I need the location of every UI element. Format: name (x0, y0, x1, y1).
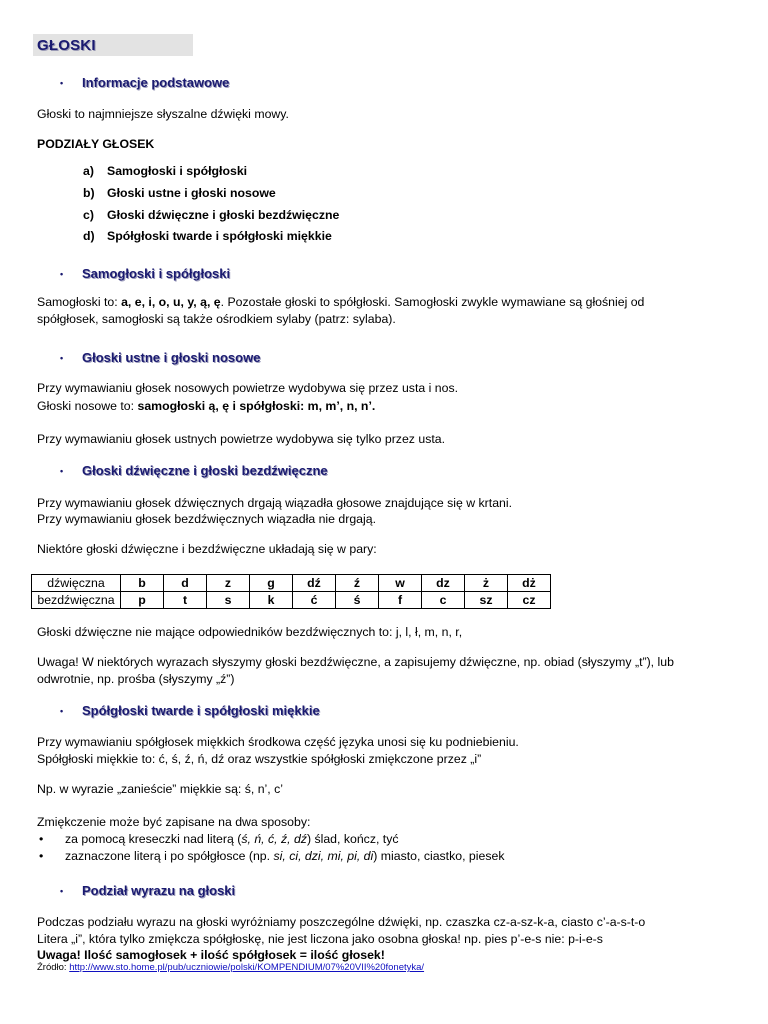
heading-bullet: • (60, 78, 64, 88)
paragraph: Spółgłoski miękkie to: ć, ś, ź, ń, dź oraz wszystkie spółgłoski zmiękczone przez „i” (37, 752, 482, 766)
table-cell: f (379, 592, 422, 609)
table-cell: k (250, 592, 293, 609)
table-cell: w (379, 575, 422, 592)
table-cell: g (250, 575, 293, 592)
text-run: . Pozostałe głoski to spółgłoski. Samogłoski zwykle wymawiane są głośniej od (220, 295, 645, 309)
table-cell: ź (336, 575, 379, 592)
table-cell: z (207, 575, 250, 592)
paragraph (37, 398, 375, 415)
paragraph-bold: Uwaga! Ilość samogłosek + ilość spółgłosek = ilość głosek! (37, 948, 385, 962)
text-run: Głoski nosowe to: (37, 399, 138, 413)
heading-bullet: • (60, 706, 64, 716)
bullet: • (39, 849, 44, 863)
text-run: si, ci, dzi, mi, pi, di (273, 849, 374, 863)
table-row (32, 575, 551, 592)
heading-podzial-wyrazu: Podział wyrazu na głoski (82, 883, 236, 898)
list-item (83, 229, 332, 243)
paragraph: Np. w wyrazie „zanieście” miękkie są: ś, n’, c’ (37, 782, 284, 796)
vowel-list: a, e, i, o, u, y, ą, ę (121, 295, 221, 309)
heading-bullet: • (60, 269, 64, 279)
heading-samogloski: Samogłoski i spółgłoski (82, 266, 231, 281)
paragraph: odwrotnie, np. prośba (słyszymy „ź”) (37, 672, 235, 686)
table-cell: c (422, 592, 465, 609)
table-cell: dz (422, 575, 465, 592)
text-run: Samogłoski to: (37, 295, 122, 309)
list-marker: d) (83, 229, 95, 243)
paragraph: Litera „i”, która tylko zmiękcza spółgłoskę, nie jest liczona jako osobna głoska! np. pies p’-e-s nie: p-i-e-s (37, 932, 603, 946)
list-item (83, 164, 247, 178)
source-line (37, 962, 424, 973)
list-item (37, 831, 399, 848)
list-item (37, 848, 504, 865)
heading-twarde-miekkie: Spółgłoski twarde i spółgłoski miękkie (82, 703, 320, 718)
voicing-pairs-table (31, 574, 551, 609)
table-cell: b (121, 575, 164, 592)
nasal-list: samogłoski ą, ę i spółgłoski: m, m’, n, n’. (137, 399, 376, 413)
paragraph: Podczas podziału wyrazu na głoski wyróżniamy poszczególne dźwięki, np. czaszka cz-a-sz-k-a, ciasto c’-a-s-t-o (37, 915, 646, 929)
list-item-label: Spółgłoski twarde i spółgłoski miękkie (107, 229, 332, 243)
heading-informacje: Informacje podstawowe (82, 75, 230, 90)
paragraph: Przy wymawianiu głosek dźwięcznych drgają wiązadła głosowe znajdujące się w krtani. (37, 496, 513, 510)
list-item-label: Samogłoski i spółgłoski (107, 164, 248, 178)
text-run: ) ślad, kończ, tyć (306, 832, 399, 846)
paragraph: Przy wymawianiu spółgłosek miękkich środkowa część języka unosi się ku podniebieniu. (37, 735, 519, 749)
paragraph: Głoski dźwięczne nie mające odpowiedników bezdźwięcznych to: j, l, ł, m, n, r, (37, 625, 463, 639)
text-run: ś, ń, ć, ź, dź (241, 832, 307, 846)
table-cell: ś (336, 592, 379, 609)
table-cell: sz (465, 592, 508, 609)
list-item (83, 208, 339, 222)
list-marker: c) (83, 208, 94, 222)
row-label-voiceless: bezdźwięczna (32, 592, 121, 609)
table-cell: cz (508, 592, 551, 609)
paragraph: Przy wymawianiu głosek ustnych powietrze wydobywa się tylko przez usta. (37, 432, 446, 446)
heading-ustne-nosowe: Głoski ustne i głoski nosowe (82, 350, 261, 365)
source-label: Źródło: (37, 962, 70, 973)
subheading-podzialy: PODZIAŁY GŁOSEK (37, 137, 155, 151)
table-cell: d (164, 575, 207, 592)
table-cell: p (121, 592, 164, 609)
list-item (83, 186, 276, 200)
paragraph: Głoski to najmniejsze słyszalne dźwięki mowy. (37, 107, 289, 121)
list-item-label: Głoski ustne i głoski nosowe (107, 186, 276, 200)
list-item-label: Głoski dźwięczne i głoski bezdźwięczne (107, 208, 340, 222)
table-cell: dź (293, 575, 336, 592)
heading-bullet: • (60, 886, 64, 896)
row-label-voiced: dźwięczna (32, 575, 121, 592)
heading-dzwieczne: Głoski dźwięczne i głoski bezdźwięczne (82, 463, 328, 478)
page-title: GŁOSKI (37, 37, 96, 54)
table-row (32, 592, 551, 609)
source-link[interactable]: http://www.sto.home.pl/pub/uczniowie/polski/KOMPENDIUM/07%20VII%20fonetyka/ (69, 962, 425, 973)
list-marker: b) (83, 186, 95, 200)
heading-bullet: • (60, 466, 64, 476)
text-run: za pomocą kreseczki nad literą ( (65, 832, 242, 846)
bullet: • (39, 832, 44, 846)
table-cell: dż (508, 575, 551, 592)
text-run: zaznaczone literą i po spółgłosce (np. (65, 849, 274, 863)
list-marker: a) (83, 164, 94, 178)
table-cell: ć (293, 592, 336, 609)
table-cell: s (207, 592, 250, 609)
paragraph: Przy wymawianiu głosek bezdźwięcznych wiązadła nie drgają. (37, 512, 377, 526)
paragraph: spółgłosek, samogłoski są także ośrodkiem sylaby (patrz: sylaba). (37, 312, 396, 326)
table-cell: t (164, 592, 207, 609)
text-run: ) miasto, ciastko, piesek (373, 849, 505, 863)
paragraph: Przy wymawianiu głosek nosowych powietrze wydobywa się przez usta i nos. (37, 381, 459, 395)
paragraph: Niektóre głoski dźwięczne i bezdźwięczne układają się w pary: (37, 542, 377, 556)
paragraph (37, 294, 644, 311)
table-cell: ż (465, 575, 508, 592)
paragraph: Zmiękczenie może być zapisane na dwa sposoby: (37, 815, 311, 829)
paragraph: Uwaga! W niektórych wyrazach słyszymy głoski bezdźwięczne, a zapisujemy dźwięczne, np. obiad (słyszymy „t”), lub (37, 655, 674, 669)
heading-bullet: • (60, 353, 64, 363)
